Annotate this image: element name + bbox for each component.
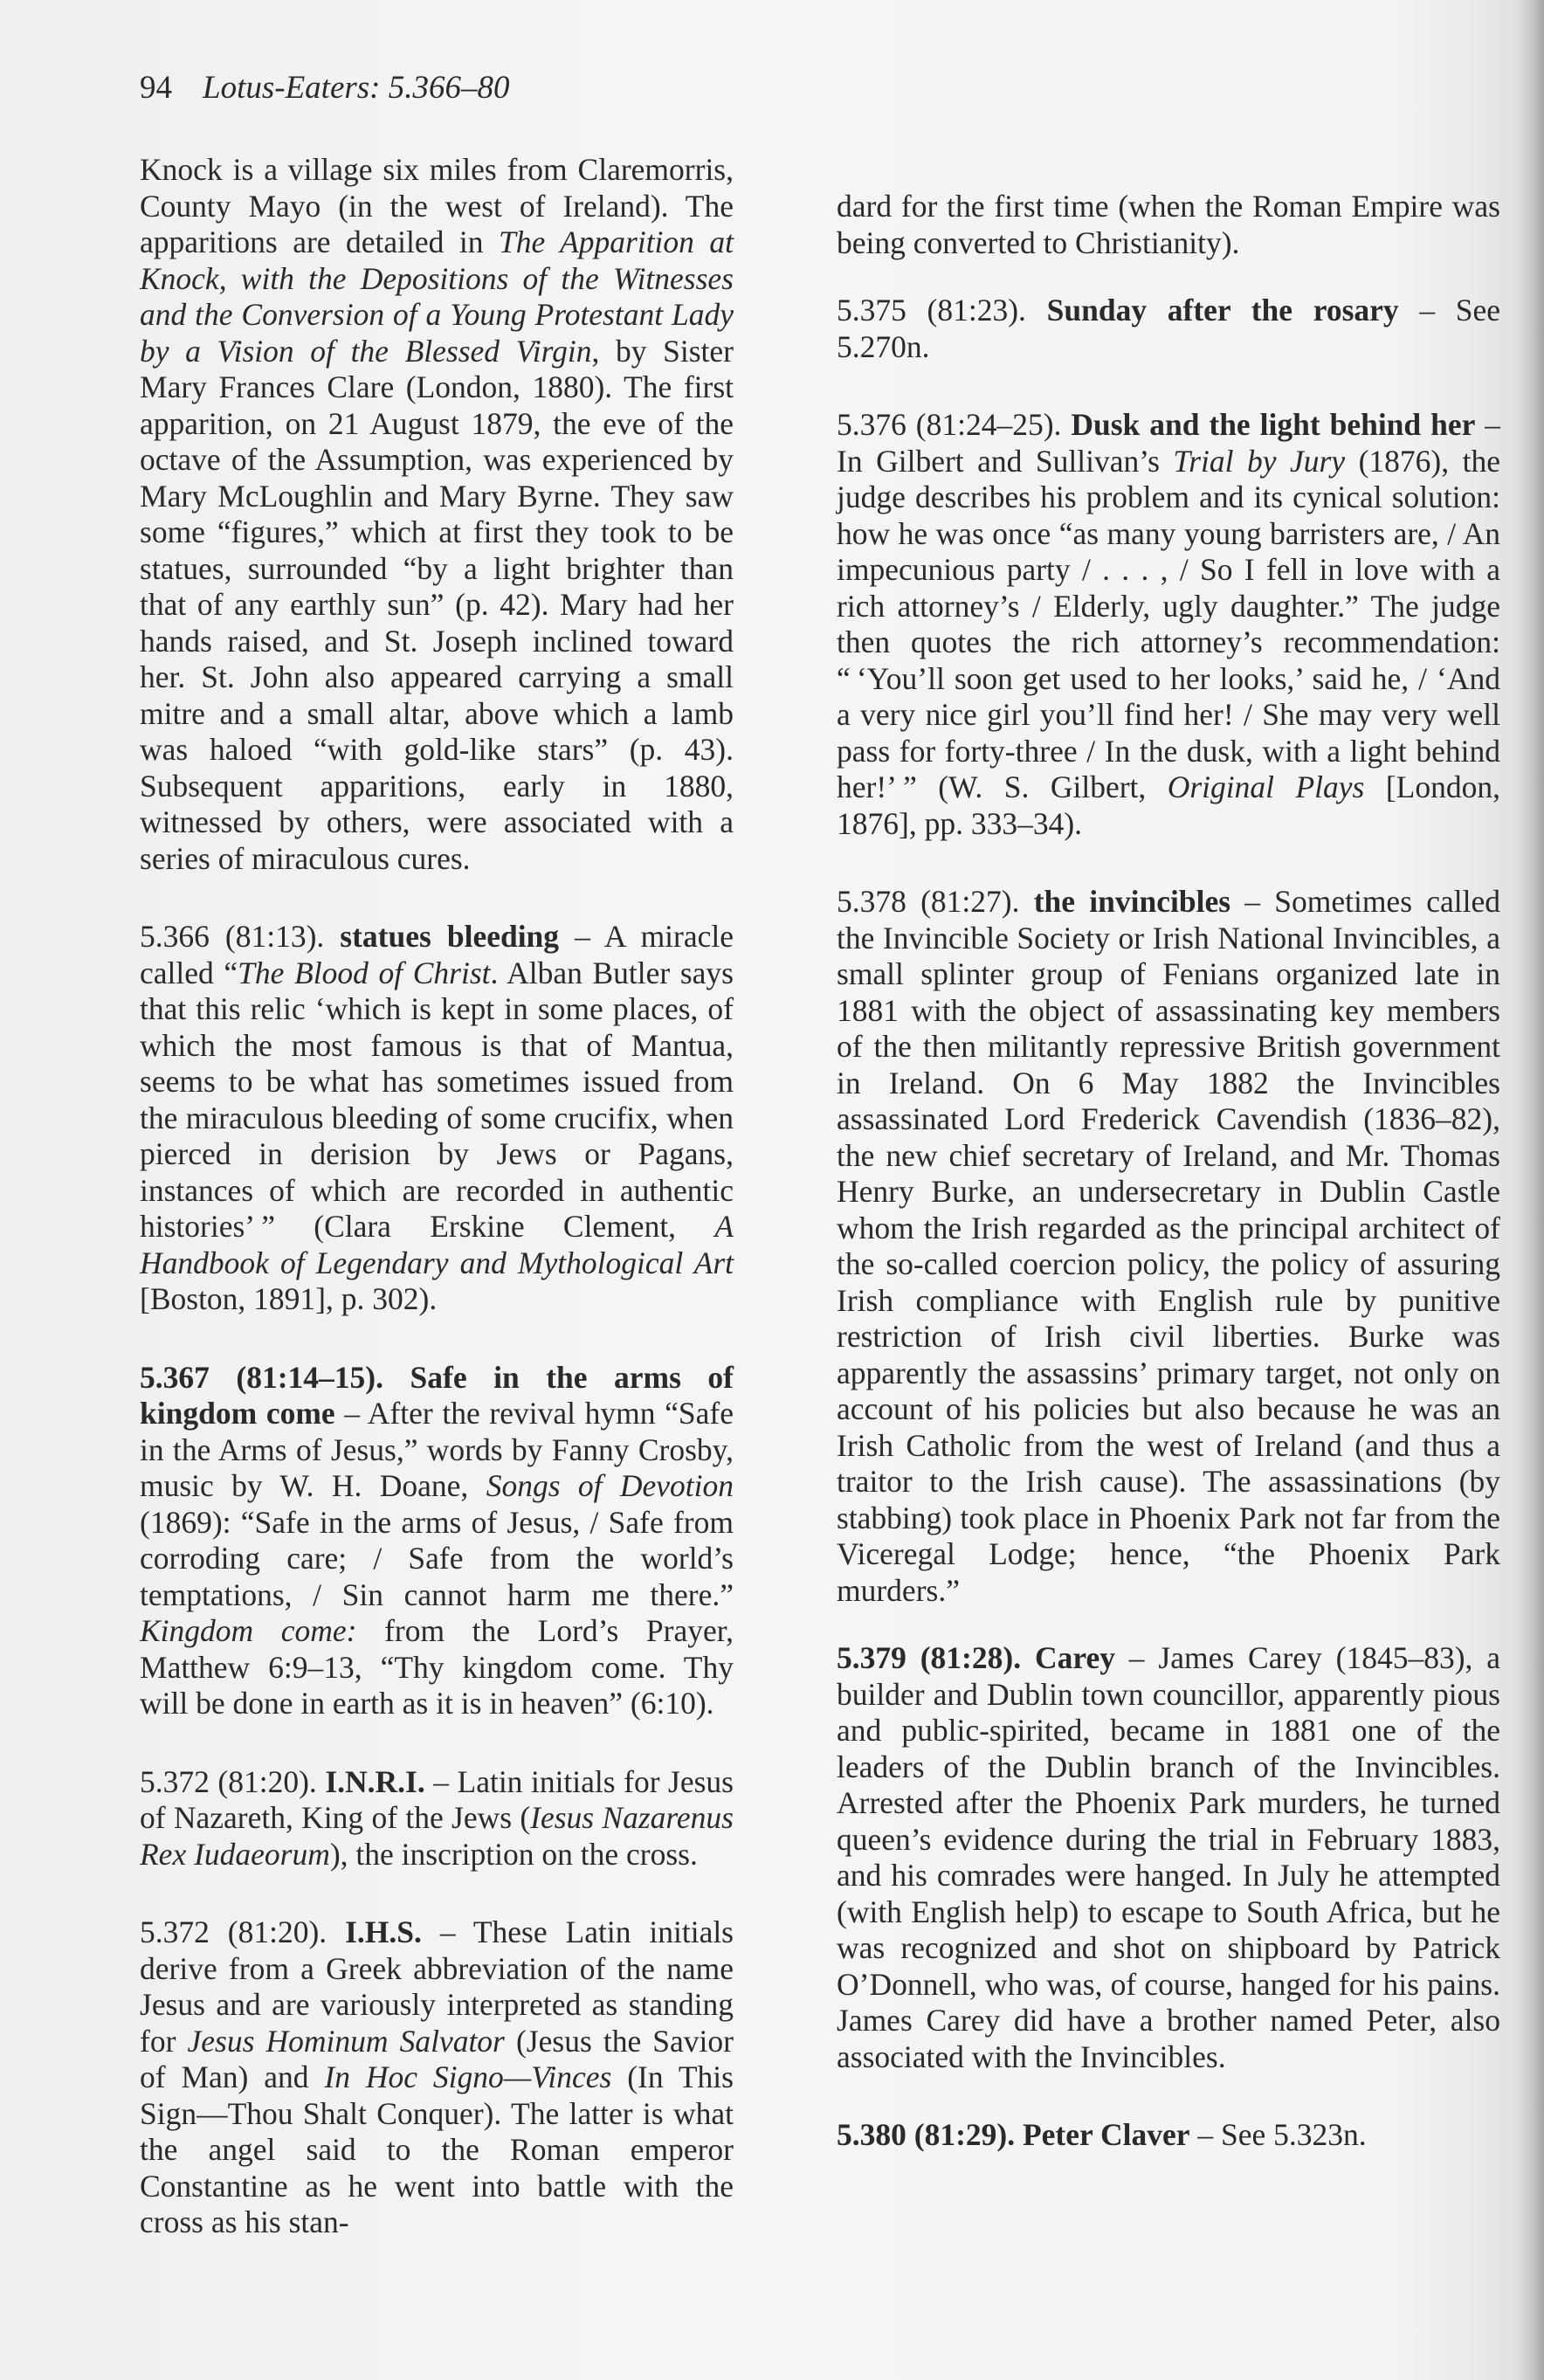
entry-text: [837, 293, 1500, 365]
running-head: [140, 68, 510, 108]
entry-reference: 5.380 (81:29).: [837, 2117, 1016, 2152]
text-run: ), the inscription on the cross.: [329, 1836, 698, 1872]
italic-text-run: Iesus Nazarenus Rex Iudaeorum: [140, 1800, 734, 1872]
text-run: – See 5.323n.: [1189, 2117, 1367, 2152]
entry-reference: 5.372 (81:20).: [140, 1914, 327, 1949]
entry-body: [140, 1396, 734, 1721]
italic-text-run: Songs of Devotion: [486, 1468, 734, 1503]
entry-lemma: Dusk and the light behind her: [1071, 407, 1476, 442]
entry-lemma: Carey: [1034, 1640, 1115, 1675]
entry-text: [837, 407, 1500, 842]
text-run: (In This Sign—Thou Shalt Conquer). The latter is what the angel said to the Roman emperor Constantine as he went into battle with the cross as his stan-: [140, 2059, 734, 2239]
italic-text-run: The Blood of Christ: [238, 955, 491, 990]
annotation-entry: [837, 884, 1500, 1609]
entry-text: [837, 2117, 1500, 2154]
text-run: . Alban Butler says that this relic ‘which is kept in some places, of which the most famous is that of Mantua, seems to be what has sometimes issued from the miraculous bleeding of some crucifix, when pierced in derision by Jews or Pagans, instances of which are recorded in authentic histories’ ” (Clara Erskine Clement,: [140, 955, 734, 1244]
entry-body: [837, 1640, 1500, 2074]
page-number: 94: [140, 70, 172, 106]
entry-body: [140, 919, 734, 1316]
entry-text: [140, 1914, 734, 2241]
text-run: – Latin initials for Jesus of Nazareth, King of the Jews (: [140, 1763, 734, 1835]
entry-body: [1190, 2117, 1367, 2152]
entry-reference: 5.366 (81:13).: [140, 919, 325, 954]
italic-text-run: Kingdom come:: [140, 1613, 357, 1648]
italic-text-run: Original Plays: [1167, 769, 1365, 804]
continuation-paragraph: [140, 152, 734, 877]
annotation-entry: [140, 1914, 734, 2241]
text-run: (1869): “Safe in the arms of Jesus, / Safe from corroding care; / Safe from the world’s temptations, / Sin cannot harm me there.”: [140, 1504, 734, 1612]
entry-text: [837, 1640, 1500, 2075]
entry-text: [140, 919, 734, 1318]
text-run: , by Sister Mary Frances Clare (London, 1880). The first apparition, on 21 August 1879, the eve of the octave of the Assumption, was experienced by Mary McLoughlin and Mary Byrne. They saw some “figures,” which at first they took to be statues, surrounded “by a light brighter than that of any earthly sun” (p. 42). Mary had her hands raised, and St. Joseph inclined toward her. St. John also appeared carrying a small mitre and a small altar, above which a lamb was haloed “with gold-like stars” (p. 43). Subsequent apparitions, early in 1880, witnessed by others, were associated with a series of miraculous cures.: [140, 333, 734, 876]
annotation-entry: [140, 1360, 734, 1722]
entry-reference: 5.376 (81:24–25).: [837, 407, 1062, 442]
annotation-entry: [837, 407, 1500, 842]
left-column: [140, 152, 734, 2275]
entry-text: [140, 1360, 734, 1722]
right-column: [837, 189, 1500, 2188]
entry-body: [837, 407, 1500, 841]
text-run: – A miracle called “: [140, 919, 734, 990]
text-run: – See 5.270n.: [837, 293, 1501, 364]
entry-reference: 5.372 (81:20).: [140, 1763, 317, 1799]
text-run: – These Latin initials derive from a Greek abbreviation of the name Jesus and are variously interpreted as standing for: [140, 1914, 734, 2059]
entry-reference: 5.375 (81:23).: [837, 293, 1026, 328]
text-run: – In Gilbert and Sullivan’s: [837, 407, 1501, 479]
italic-text-run: Trial by Jury: [1173, 443, 1346, 479]
text-run: – After the revival hymn “Safe in the Arms of Jesus,” words by Fanny Crosby, music by W. H. Doane,: [140, 1396, 734, 1503]
text-run: Knock is a village six miles from Claremorris, County Mayo (in the west of Ireland). The apparitions are detailed in: [140, 152, 734, 259]
text-run: – James Carey (1845–83), a builder and Dublin town councillor, apparently pious and public-spirited, became in 1881 one of the leaders of the Dublin branch of the Invincibles. Arrested after the Phoenix Park murders, he turned queen’s evidence during the trial in February 1883, and his comrades were hanged. In July he attempted (with English help) to escape to South Africa, but he was recognized and shot on shipboard by Patrick O’Donnell, who was, of course, hanged for his pains. James Carey did have a brother named Peter, also associated with the Invincibles.: [837, 1640, 1501, 2074]
text-run: (1876), the judge describes his problem and its cynical solution: how he was once “as many young barristers are, / An impecunious party / . . . , / So I fell in love with a rich attorney’s / Elderly, ugly daughter.” The judge then quotes the rich attorney’s recommendation: “ ‘You’ll soon get used to her looks,’ said he, / ‘And a very nice girl you’ll find her! / She may very well pass for forty-three / In the dusk, with a light behind her!’ ” (W. S. Gilbert,: [837, 443, 1500, 804]
text-run: (Jesus the Savior of Man) and: [140, 2023, 734, 2094]
italic-text-run: A Handbook of Legendary and Mythological Art: [140, 1209, 734, 1280]
annotation-entry: [837, 293, 1500, 365]
text-run: [London, 1876], pp. 333–34).: [837, 769, 1500, 841]
page-edge-shadow: [1518, 0, 1544, 2380]
italic-text-run: In Hoc Signo—Vinces: [324, 2059, 612, 2094]
entry-reference: 5.367 (81:14–15).: [140, 1359, 383, 1395]
text-run: dard for the first time (when the Roman Empire was being converted to Christianity).: [837, 189, 1500, 260]
text-run: – Sometimes called the Invincible Society or Irish National Invincibles, a small splinter group of Fenians organized late in 1881 with the object of assassinating key members of the then militantly repressive British government in Ireland. On 6 May 1882 the Invincibles assassinated Lord Frederick Cavendish (1836–82), the new chief secretary of Ireland, and Mr. Thomas Henry Burke, an undersecretary in Dublin Castle whom the Irish regarded as the principal architect of the so-called coercion policy, the policy of assuring Irish compliance with English rule by punitive restriction of Irish civil liberties. Burke was apparently the assassins’ primary target, not only on account of his policies but also because he was an Irish Catholic from the west of Ireland (and thus a traitor to the Irish cause). The assassinations (by stabbing) took place in Phoenix Park not far from the Viceregal Lodge; hence, “the Phoenix Park murders.”: [837, 884, 1500, 1608]
entry-lemma: statues bleeding: [340, 919, 560, 954]
entry-lemma: Safe in the arms of kingdom come: [140, 1359, 734, 1431]
annotation-entry: [140, 919, 734, 1318]
entry-reference: 5.379 (81:28).: [837, 1640, 1022, 1675]
text-run: [Boston, 1891], p. 302).: [140, 1281, 438, 1316]
entry-lemma: I.H.S.: [345, 1914, 422, 1949]
running-head-title: Lotus-Eaters: 5.366–80: [203, 70, 510, 106]
continuation-paragraph: [837, 189, 1500, 261]
entry-text: [837, 884, 1500, 1609]
entry-text: [140, 1764, 734, 1873]
entry-lemma: I.N.R.I.: [325, 1763, 425, 1799]
annotation-entry: [837, 2117, 1500, 2154]
entry-lemma: Peter Claver: [1022, 2117, 1190, 2152]
entry-lemma: Sunday after the rosary: [1046, 293, 1399, 328]
paragraph-text: [837, 189, 1500, 261]
annotation-entry: [140, 1764, 734, 1873]
annotation-entry: [837, 1640, 1500, 2075]
entry-lemma: the invincibles: [1033, 884, 1231, 919]
italic-text-run: Jesus Hominum Salvator: [187, 2023, 505, 2059]
italic-text-run: The Apparition at Knock, with the Depositions of the Witnesses and the Conversion of a Young Protestant Lady by a Vision of the Blessed Virgin: [140, 224, 734, 369]
text-run: from the Lord’s Prayer, Matthew 6:9–13, “Thy kingdom come. Thy will be done in earth as it is in heaven” (6:10).: [140, 1613, 734, 1721]
paragraph-text: [140, 152, 734, 877]
entry-body: [837, 884, 1500, 1608]
entry-body: [140, 1914, 734, 2239]
entry-reference: 5.378 (81:27).: [837, 884, 1020, 919]
